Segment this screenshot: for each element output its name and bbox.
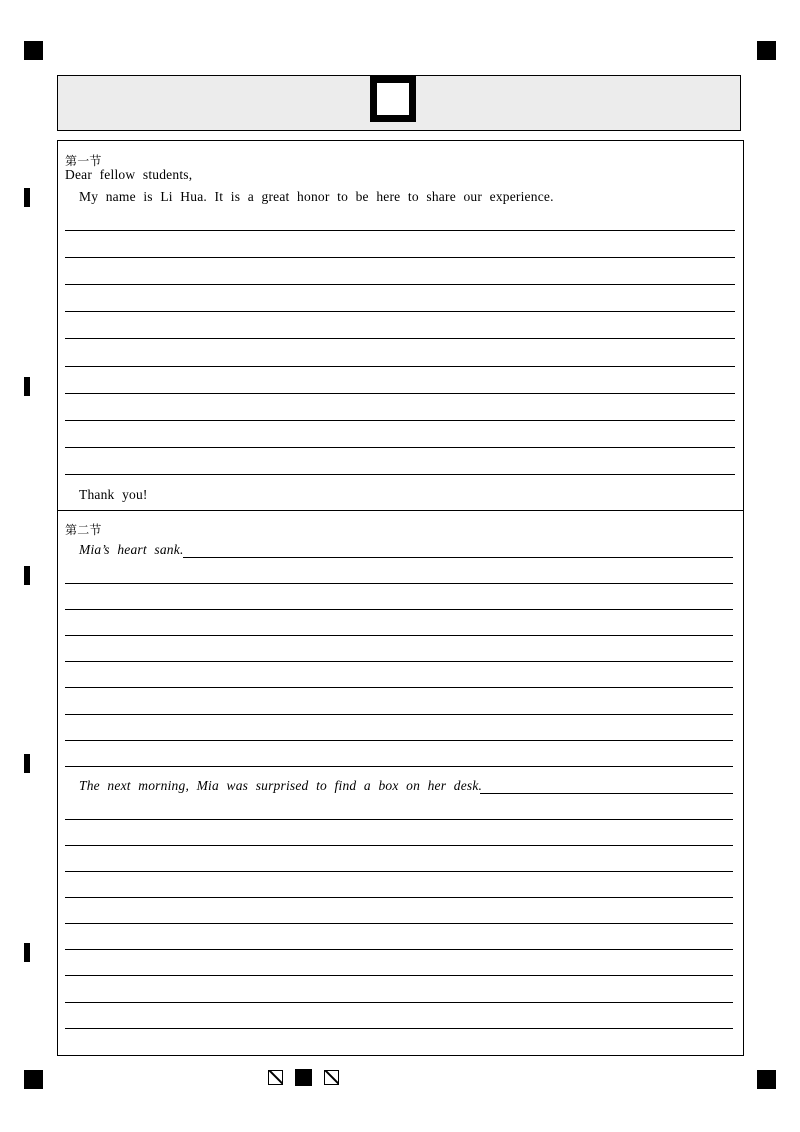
side-mark <box>24 754 30 773</box>
writing-line[interactable] <box>65 420 735 421</box>
writing-line[interactable] <box>65 740 733 741</box>
writing-line[interactable] <box>65 819 733 820</box>
writing-line[interactable] <box>65 635 733 636</box>
writing-line[interactable] <box>480 793 733 794</box>
corner-mark-top-left <box>24 41 43 60</box>
writing-line[interactable] <box>65 230 735 231</box>
opening-sentence: My name is Li Hua. It is a great honor to be here to share our experience. <box>79 189 554 204</box>
section2-heading: 第二节 <box>65 523 102 537</box>
writing-line[interactable] <box>65 257 735 258</box>
writing-line[interactable] <box>65 949 733 950</box>
side-mark <box>24 377 30 396</box>
writing-line[interactable] <box>65 474 735 475</box>
writing-line[interactable] <box>65 1002 733 1003</box>
side-mark <box>24 566 30 585</box>
answer-frame <box>57 140 744 1056</box>
closing-text: Thank you! <box>79 487 148 502</box>
writing-line[interactable] <box>183 557 733 558</box>
writing-line[interactable] <box>65 311 735 312</box>
writing-line[interactable] <box>65 714 733 715</box>
writing-line[interactable] <box>65 284 735 285</box>
writing-line[interactable] <box>65 923 733 924</box>
crossed-box-mark <box>324 1070 339 1085</box>
solid-box-mark <box>295 1069 312 1086</box>
writing-line[interactable] <box>65 338 735 339</box>
writing-line[interactable] <box>65 975 733 976</box>
writing-line[interactable] <box>65 583 733 584</box>
writing-line[interactable] <box>65 897 733 898</box>
writing-line[interactable] <box>65 687 733 688</box>
writing-line[interactable] <box>65 766 733 767</box>
writing-line[interactable] <box>65 366 735 367</box>
writing-line[interactable] <box>65 609 733 610</box>
corner-mark-top-right <box>757 41 776 60</box>
side-mark <box>24 943 30 962</box>
salutation: Dear fellow students, <box>65 167 193 182</box>
writing-line[interactable] <box>65 661 733 662</box>
corner-mark-bottom-left <box>24 1070 43 1089</box>
writing-line[interactable] <box>65 447 735 448</box>
writing-line[interactable] <box>65 871 733 872</box>
paragraph2-start: The next morning, Mia was surprised to find a box on her desk. <box>79 778 483 793</box>
crossed-box-mark <box>268 1070 283 1085</box>
corner-mark-bottom-right <box>757 1070 776 1089</box>
writing-line[interactable] <box>65 393 735 394</box>
writing-line[interactable] <box>65 845 733 846</box>
side-mark <box>24 188 30 207</box>
header-square-mark <box>370 76 416 122</box>
section1-heading: 第一节 <box>65 154 102 168</box>
writing-line[interactable] <box>65 1028 733 1029</box>
paragraph1-start: Mia’s heart sank. <box>79 542 184 557</box>
section-divider <box>57 510 744 511</box>
